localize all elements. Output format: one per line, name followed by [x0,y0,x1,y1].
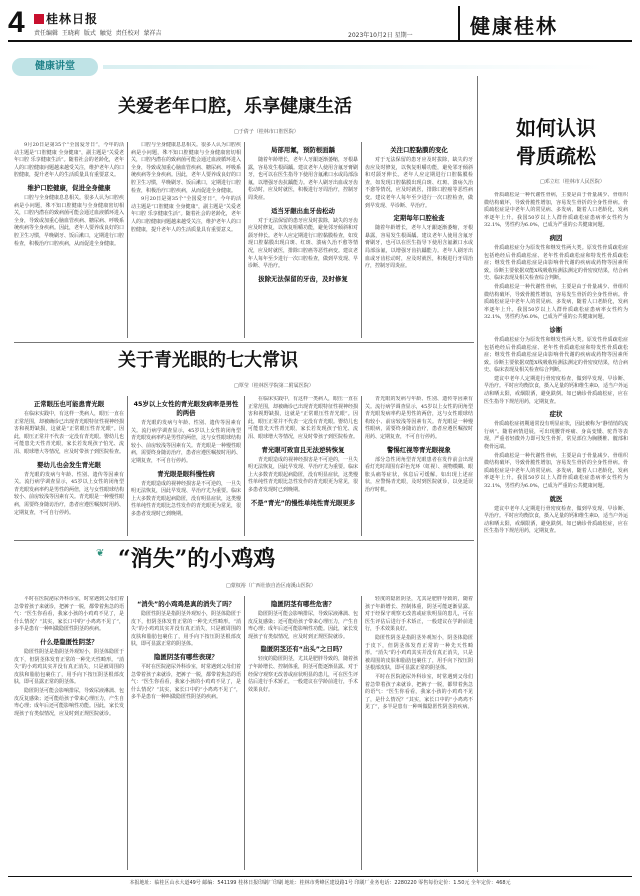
article2-subhead-1: 正常眼压也可能患青光眼 [33,400,105,408]
divider [244,596,245,870]
article3-subhead-4: 隐匿阴茎有哪些表现？ [154,652,218,661]
article2-text-2b: 青光眼造成的视神经损害是不可逆的，一旦失明无法恢复，因此早发现、早治疗尤为重要。临床上大多数青光眼起病隐匿，没有明显症状，这类慢性单纯性青光眼比急性发作的青光眼更为常见，很多患者发现时已到晚期。 [131,480,241,517]
article3-col3 [248,596,358,872]
article2-col4 [365,396,473,536]
article1-text-4: 对于无法保留的患牙应及时拔除，缺失的牙齿应及时修复，以恢复咀嚼功能，避免邻牙倾斜和对颌牙伸长。老年人应定期进行口腔黏膜检查，如发现口腔黏膜出现白斑、红斑、溃疡久治不愈等情况，应及时就医，排除口腔癌等恶性病变。建议老年人每年至少进行一次口腔检查，做到早发现、早诊断、早治疗。 [365,157,473,209]
page-number: 4 [8,6,25,39]
right-column-divider [477,76,478,872]
article4-body [484,192,628,868]
article1-title: 关爱老年口腔，乐享健康生活 [118,96,352,117]
article2-text-2: 青光眼的发病与年龄、性别、遗传等因素有关。流行病学调查显示，45岁以上女性的闭角型青光眼发病率约是男性的两倍，这与女性眼球结构较小、前房较浅等因素有关。青光眼是一种慢性眼病，需要终身随访治疗，患者应遵医嘱按时用药、定期复查，不可自行停药。 [131,420,241,464]
article3-subhead-5: 隐匿阴茎还有“出头”之日吗？ [260,645,346,654]
section-divider [14,540,474,541]
article3-col2 [131,596,241,872]
article2-col3 [248,396,358,536]
article2-col2 [131,396,241,536]
article1-text-1b: 9月20日是第35个“全国爱牙日”，今年的活动主题是“口腔健康 全身健康”，副主题是“关爱老年口腔 乐享健康生活”。随着社会的老龄化，老年人的口腔健康问题越来越受关注，维护老年人的口腔健康，提升老年人的生活质量具有重要意义。 [131,196,241,233]
article4-text-3b: 建议中老年人定期进行骨密度检查，做到早发现、早诊断、早治疗。平时应均衡饮食，摄入足量的钙和维生素D，适当户外运动和晒太阳，戒烟限酒，避免跌倒。如已确诊骨质疏松症，应在医生指导下规范用药，定期复查。 [484,375,628,405]
article3-text-1c: 隐匿阴茎可能会影响排尿，导致尿液淋漓、包皮反复感染；还可能给孩子带来心理压力，产生自卑心理；成年后还可能影响性功能。因此，家长发现孩子有类似情况，应及时到正规医院就诊。 [14,687,124,717]
article4-title-line1: 如何认识 [516,116,596,140]
article1-text-1: 9月20日是第35个“全国爱牙日”，今年的活动主题是“口腔健康 全身健康”，副主题是“关爱老年口腔 乐享健康生活”。随着社会的老龄化，老年人的口腔健康问题越来越受关注，维护老年人的口腔健康，提升老年人的生活质量具有重要意义。 [14,142,124,179]
article4-subhead-2: 诊断 [549,325,563,334]
article2-subhead-7: 警惕红视等青光眼视象 [387,445,451,454]
article2-col1 [14,396,124,536]
divider [361,396,362,536]
article2-subhead-4: 青光眼是眼科慢性病 [157,469,215,478]
divider [361,596,362,870]
article3-subhead-3: 隐匿阴茎有哪些危害？ [271,600,335,608]
article4-text-3a: 骨质疏松症分为原发性和继发性两大类。原发性骨质疏松症包括绝经后骨质疏松症、老年性骨质疏松症和特发性骨质疏松症；继发性骨质疏松症是由影响骨代谢的疾病或药物等因素所致。诊断主要依据双能X线吸收检测法测定的骨密度结果，结合病史、临床表现及相关检查综合判断。 [484,336,628,374]
article4-text-3: 骨质疏松症初期通常没有明显症状，因此被称为“静悄悄的流行病”。随着病情进展，可出现腰背疼痛、身高变矮、驼背等表现，严重者轻微外力即可发生骨折，常见部位为胸腰椎、髋部和桡骨远端。 [484,421,628,451]
article1-text-3b: 对于无法保留的患牙应及时拔除，缺失的牙齿应及时修复，以恢复咀嚼功能，避免邻牙倾斜和对颌牙伸长。老年人应定期进行口腔黏膜检查，如发现口腔黏膜出现白斑、红斑、溃疡久治不愈等情况，应及时就医，排除口腔癌等恶性病变。建议老年人每年至少进行一次口腔检查，做到早发现、早诊断、早治疗。 [248,217,358,270]
banner-stripe [103,65,603,69]
logo-mark-icon [34,14,44,24]
article1-subhead-6: 定期每年口腔检查 [393,214,445,223]
article1-col2 [131,142,241,340]
article2-text-4: 部分急性闭角型青光眼患者在发作前会出现看灯光时周围有彩色光环（虹视）、视物模糊、眼胀头痛等症状，休息后可缓解。如出现上述症状，应警惕青光眼，及时到医院就诊，以免延误治疗时机。 [365,456,473,493]
article1-subhead-1: 维护口腔健康，促进全身健康 [27,183,111,192]
article4-text-4: 建议中老年人定期进行骨密度检查，做到早发现、早诊断、早治疗。平时应均衡饮食，摄入足量的钙和维生素D，适当户外运动和晒太阳，戒烟限酒，避免跌倒。如已确诊骨质疏松症，应在医生指导下规范用药，定期复查。 [484,505,628,535]
article2-subhead-6: 不是“青光”的慢性单纯性青光眼更多 [250,498,356,507]
article3-title: “消失”的小鸡鸡 [118,546,276,572]
article3-text-4b: 隐匿性阴茎是指阴茎外观短小，阴茎体隐匿于皮下，但阴茎体发育正常的一种先天性畸形。“消失”的小鸡鸡其实并没有真正消失，只是被周围的皮肤和脂肪包裹住了，用手向下按压阴茎根部皮肤，即可显露正常的阴茎体。 [365,634,473,672]
divider [244,396,245,536]
article2-text-3: 青光眼造成的视神经损害是不可逆的，一旦失明无法恢复，因此早发现、早治疗尤为重要。临床上大多数青光眼起病隐匿，没有明显症状，这类慢性单纯性青光眼比急性发作的青光眼更为常见，很多患者发现时已到晚期。 [248,456,358,493]
article3-subhead-2: “消失”的小鸡鸡是真的消失了吗？ [137,600,235,608]
article1-text-2: 口腔与全身健康息息相关。很多人认为口腔疾病是小问题，殊不知口腔健康与全身健康密切相关，口腔内潜在的致病菌可能会通过血液循环进入全身，导致或加重心脑血管疾病、糖尿病、呼吸系统疾病等全身疾病。因此，老年人要养成良好的口腔卫生习惯，早晚刷牙、饭后漱口，定期进行口腔检查，积极治疗口腔疾病，从而促进全身健康。 [14,194,124,247]
section-title: 健康桂林 [470,14,558,38]
article4-byline: □邓立红（桂林市人民医院） [540,179,605,185]
article1-subhead-5: 关注口腔黏膜的变化 [390,146,448,154]
article1-subhead-2: 局部用氟，预防根面龋 [271,146,335,154]
article3-text-1: 平时在医院泌尿外科诊室，时常遇到父母们着急带着孩子来就诊，把裤子一脱，都带着焦急的语气：“医生你看看，我家小孩的小鸡鸡不见了，是什么情况？”其实，家长口中的“小鸡鸡不见了”，多半是患有一种叫做隐匿性阴茎的疾病。 [14,596,124,633]
article3-text-3: 隐匿阴茎可能会影响排尿，导致尿液淋漓、包皮反复感染；还可能给孩子带来心理压力，产生自卑心理；成年后还可能影响性功能。因此，家长发现孩子有类似情况，应及时到正规医院就诊。 [248,611,358,640]
article3-subhead-1: 什么是隐匿性阴茎？ [40,637,98,646]
paper-name-text: 桂林日报 [46,12,99,26]
date-line: 2023年10月2日 星期一 [348,32,413,39]
article3-text-2b: 平时在医院泌尿外科诊室，时常遇到父母们着急带着孩子来就诊，把裤子一脱，都带着焦急的语气：“医生你看看，我家小孩的小鸡鸡不见了，是什么情况？”其实，家长口中的“小鸡鸡不见了”，多半是患有一种叫做隐匿性阴茎的疾病。 [131,663,241,701]
article3-text-2: 隐匿性阴茎是指阴茎外观短小，阴茎体隐匿于皮下，但阴茎体发育正常的一种先天性畸形。“消失”的小鸡鸡其实并没有真正消失，只是被周围的皮肤和脂肪包裹住了，用手向下按压阴茎根部皮肤，即可显露正常的阴茎体。 [131,611,241,648]
article3-byline: □蒙权裕（广西壮族自治区南溪山医院） [226,583,316,589]
article1-text-3: 随着年龄增长，老年人牙龈逐渐萎缩，牙根暴露，容易发生根面龋。建议老年人使用含氟牙膏刷牙，也可以在医生指导下使用含氟漱口水或局部涂氟，以增强牙齿抗龋能力。老年人刷牙出血或牙齿松动时，应及时就医，积极进行牙周治疗，控制牙周炎症。 [248,157,358,201]
article3-text-1b: 隐匿性阴茎是指阴茎外观短小，阴茎体隐匿于皮下，但阴茎体发育正常的一种先天性畸形。“消失”的小鸡鸡其实并没有真正消失，只是被周围的皮肤和脂肪包裹住了，用手向下按压阴茎根部皮肤，即可显露正常的阴茎体。 [14,648,124,686]
article2-byline: □覃莹（桂林医学院第二附属医院） [234,383,314,389]
column-tag: 健康讲堂 [12,58,98,76]
article1-col1 [14,142,124,340]
footer-imprint: 本报地址：临桂区山水大道49号 邮编：541199 桂林日报印刷厂印刷 地址：桂林市秀峰区建设路1号 印刷厂业务电话：2280220 零售每份定价：1.50元 全年定价：468元 [8,876,632,890]
article2-text-1: 在临床实践中，有这样一类病人，眼压一直在正常范围，却被确诊已出现青光眼特征性视神经损害和视野缺损，这就是“正常眼压性青光眼”。因此，眼压正常并不代表一定没有青光眼。婴幼儿也可能患先天性青光眼，家长若发现孩子怕光、流泪、眼球增大等情况，应及时带孩子到医院检查。 [14,411,124,455]
article1-text-2b: 口腔与全身健康息息相关。很多人认为口腔疾病是小问题，殊不知口腔健康与全身健康密切相关，口腔内潜在的致病菌可能会通过血液循环进入全身，导致或加重心脑血管疾病、糖尿病、呼吸系统疾病等全身疾病。因此，老年人要养成良好的口腔卫生习惯，早晚刷牙、饭后漱口，定期进行口腔检查，积极治疗口腔疾病，从而促进全身健康。 [131,142,241,194]
article4-subhead-1: 病因 [549,233,563,242]
article1-text-4b: 随着年龄增长，老年人牙龈逐渐萎缩，牙根暴露，容易发生根面龋。建议老年人使用含氟牙膏刷牙，也可以在医生指导下使用含氟漱口水或局部涂氟，以增强牙齿抗龋能力。老年人刷牙出血或牙齿松动时，应及时就医，积极进行牙周治疗，控制牙周炎症。 [365,225,473,270]
article2-subhead-2: 婴幼儿也会发生青光眼 [37,460,101,469]
article3-text-4c: 平时在医院泌尿外科诊室，时常遇到父母们着急带着孩子来就诊，把裤子一脱，都带着焦急的语气：“医生你看看，我家小孩的小鸡鸡不见了，是什么情况？”其实，家长口中的“小鸡鸡不见了”，多半是患有一种叫做隐匿性阴茎的疾病。 [365,673,473,711]
article4-title-line2: 骨质疏松 [516,144,596,168]
section-divider [14,342,474,343]
article3-col1 [14,596,124,872]
article1-col3 [248,142,358,340]
staff-line: 责任编辑 王晓莉 版式 触觉 责任校对 蒙祥吉 [34,30,162,37]
article2-text-4a: 青光眼的发病与年龄、性别、遗传等因素有关。流行病学调查显示，45岁以上女性的闭角型青光眼发病率约是男性的两倍，这与女性眼球结构较小、前房较浅等因素有关。青光眼是一种慢性眼病，需要终身随访治疗，患者应遵医嘱按时用药、定期复查，不可自行停药。 [365,396,473,440]
divider [127,596,128,870]
article4-text-2: 骨质疏松症分为原发性和继发性两大类。原发性骨质疏松症包括绝经后骨质疏松症、老年性骨质疏松症和特发性骨质疏松症；继发性骨质疏松症是由影响骨代谢的疾病或药物等因素所致。诊断主要依据双能X线吸收检测法测定的骨密度结果，结合病史、临床表现及相关检查综合判断。 [484,244,628,282]
article3-text-4: 轻度的隐匿阴茎，尤其是肥胖导致的，随着孩子年龄增长、控制体重，阴茎可能逐渐显露。对于经保守观察无改善或症状明显的患儿，可在医生评估后进行手术矫正，一般建议在学龄前进行，手术效果良好。 [365,596,473,633]
article4-text-2b: 骨质疏松是一种代谢性骨病，主要是由于骨量减少、骨组织微结构破坏，导致骨脆性增加，容易发生骨折的全身性骨病。骨质疏松症是中老年人的常见病、多发病，随着人口老龄化，发病率逐年上升。我国50岁以上人群骨质疏松症患病率女性约为32.1%，男性约为6.0%，已成为严重的公共健康问题。 [484,283,628,321]
article4-box [480,76,632,871]
divider [127,396,128,536]
article2-subhead-5: 青光眼可致盲且无法逆转恢复 [261,445,345,454]
masthead-rule [8,40,632,42]
article2-title: 关于青光眼的七大常识 [118,350,298,371]
article4-subhead-4: 就医 [549,494,563,503]
leaf-decoration-icon: ❦ [96,548,105,559]
article2-text-1b: 青光眼的发病与年龄、性别、遗传等因素有关。流行病学调查显示，45岁以上女性的闭角型青光眼发病率约是男性的两倍，这与女性眼球结构较小、前房较浅等因素有关。青光眼是一种慢性眼病，需要终身随访治疗，患者应遵医嘱按时用药、定期复查，不可自行停药。 [14,471,124,516]
article4-text-3c: 骨质疏松是一种代谢性骨病，主要是由于骨量减少、骨组织微结构破坏，导致骨脆性增加，容易发生骨折的全身性骨病。骨质疏松症是中老年人的常见病、多发病，随着人口老龄化，发病率逐年上升。我国50岁以上人群骨质疏松症患病率女性约为32.1%，男性约为6.0%，已成为严重的公共健康问题。 [484,452,628,489]
divider [361,142,362,338]
column-banner [8,54,632,74]
divider [127,142,128,338]
article3-text-3b: 轻度的隐匿阴茎，尤其是肥胖导致的，随着孩子年龄增长、控制体重，阴茎可能逐渐显露。对于经保守观察无改善或症状明显的患儿，可在医生评估后进行手术矫正，一般建议在学龄前进行，手术效果良好。 [248,656,358,693]
paper-name [34,10,98,27]
article1-subhead-3: 适当牙龈出血牙齿松动 [271,206,335,215]
article1-col4 [365,142,473,340]
section-header [458,6,632,40]
divider [244,142,245,338]
article2-text-3a: 在临床实践中，有这样一类病人，眼压一直在正常范围，却被确诊已出现青光眼特征性视神经损害和视野缺损，这就是“正常眼压性青光眼”。因此，眼压正常并不代表一定没有青光眼。婴幼儿也可能患先天性青光眼，家长若发现孩子怕光、流泪、眼球增大等情况，应及时带孩子到医院检查。 [248,396,358,440]
article4-text-1: 骨质疏松是一种代谢性骨病，主要是由于骨量减少、骨组织微结构破坏，导致骨脆性增加，容易发生骨折的全身性骨病。骨质疏松症是中老年人的常见病、多发病，随着人口老龄化，发病率逐年上升。我国50岁以上人群骨质疏松症患病率女性约为32.1%，男性约为6.0%，已成为严重的公共健康问题。 [484,192,628,229]
article1-byline: □于倩子（桂林市口腔医院） [234,129,299,135]
article1-subhead-4: 拔除无法保留的牙齿，及时修复 [258,274,348,283]
article2-subhead-3: 45岁以上女性的青光眼发病率是男性的两倍 [133,400,239,417]
article4-subhead-3: 症状 [549,410,563,419]
article3-col4 [365,596,473,872]
